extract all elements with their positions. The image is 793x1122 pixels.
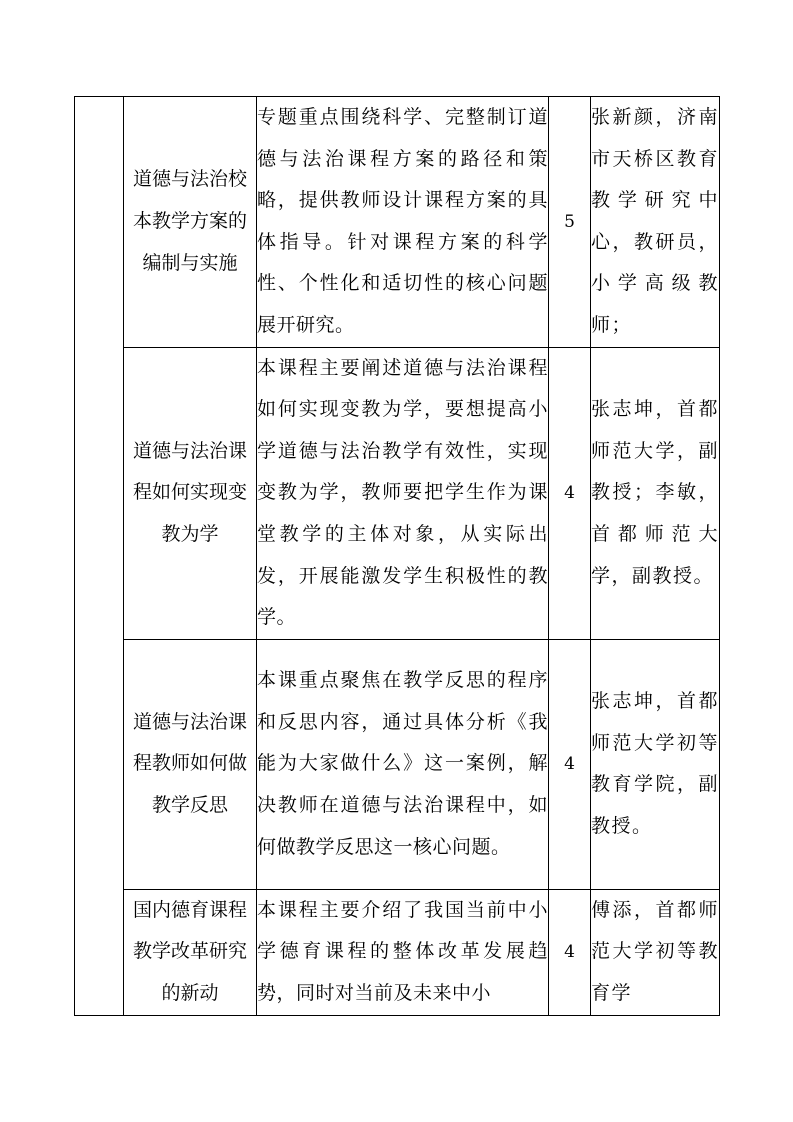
course-teacher-cell (591, 639, 720, 889)
course-hours: 4 (564, 754, 575, 775)
course-title-cell (124, 97, 257, 348)
course-teacher: 傅添，首都师范大学初等教育学 (591, 898, 719, 1004)
course-hours-cell (549, 639, 591, 889)
course-title: 道德与法治校本教学方案的编制与实施 (132, 168, 247, 274)
course-description-cell (257, 639, 549, 889)
course-teacher: 张志坤，首都师范大学，副教授；李敏，首都师范大学，副教授。 (591, 398, 719, 587)
course-title-cell (124, 889, 257, 1015)
course-hours-cell (549, 889, 591, 1015)
course-hours-cell (549, 347, 591, 639)
course-hours: 4 (564, 942, 575, 963)
table-row (75, 889, 720, 1015)
table-row (75, 97, 720, 348)
course-description: 本课重点聚焦在教学反思的程序和反思内容，通过具体分析《我能为大家做什么》这一案例，解决教师在道德与法治课程中，如何做教学反思这一核心问题。 (257, 669, 548, 858)
course-title: 国内德育课程教学改革研究的新动 (132, 898, 247, 1004)
course-description-cell (257, 97, 549, 348)
course-teacher: 张新颜，济南市天桥区教育教学研究中心，教研员，小学高级教师； (591, 106, 719, 336)
table-row (75, 639, 720, 889)
course-title-cell (124, 347, 257, 639)
course-hours-cell (549, 97, 591, 348)
course-description: 本课程主要阐述道德与法治课程如何实现变教为学，要想提高小学道德与法治教学有效性，实现变教为学，教师要把学生作为课堂教学的主体对象，从实际出发，开展能激发学生积极性的教学。 (257, 356, 548, 629)
course-description-cell (257, 347, 549, 639)
course-hours: 5 (564, 211, 575, 232)
course-teacher-cell (591, 97, 720, 348)
course-teacher-cell (591, 347, 720, 639)
course-hours: 4 (564, 483, 575, 504)
table-row (75, 347, 720, 639)
course-title: 道德与法治课程教师如何做教学反思 (132, 710, 247, 817)
course-teacher: 张志坤，首都师范大学初等教育学院，副教授。 (591, 690, 719, 837)
course-description: 专题重点围绕科学、完整制订道德与法治课程方案的路径和策略，提供教师设计课程方案的具体指导。针对课程方案的科学性、个性化和适切性的核心问题展开研究。 (257, 106, 548, 336)
course-table (74, 96, 720, 1016)
course-title: 道德与法治课程如何实现变教为学 (132, 439, 247, 545)
course-title-cell (124, 639, 257, 889)
course-description: 本课程主要介绍了我国当前中小学德育课程的整体改革发展趋势，同时对当前及未来中小 (257, 898, 548, 1004)
course-teacher-cell (591, 889, 720, 1015)
course-description-cell (257, 889, 549, 1015)
category-cell (75, 97, 124, 1016)
